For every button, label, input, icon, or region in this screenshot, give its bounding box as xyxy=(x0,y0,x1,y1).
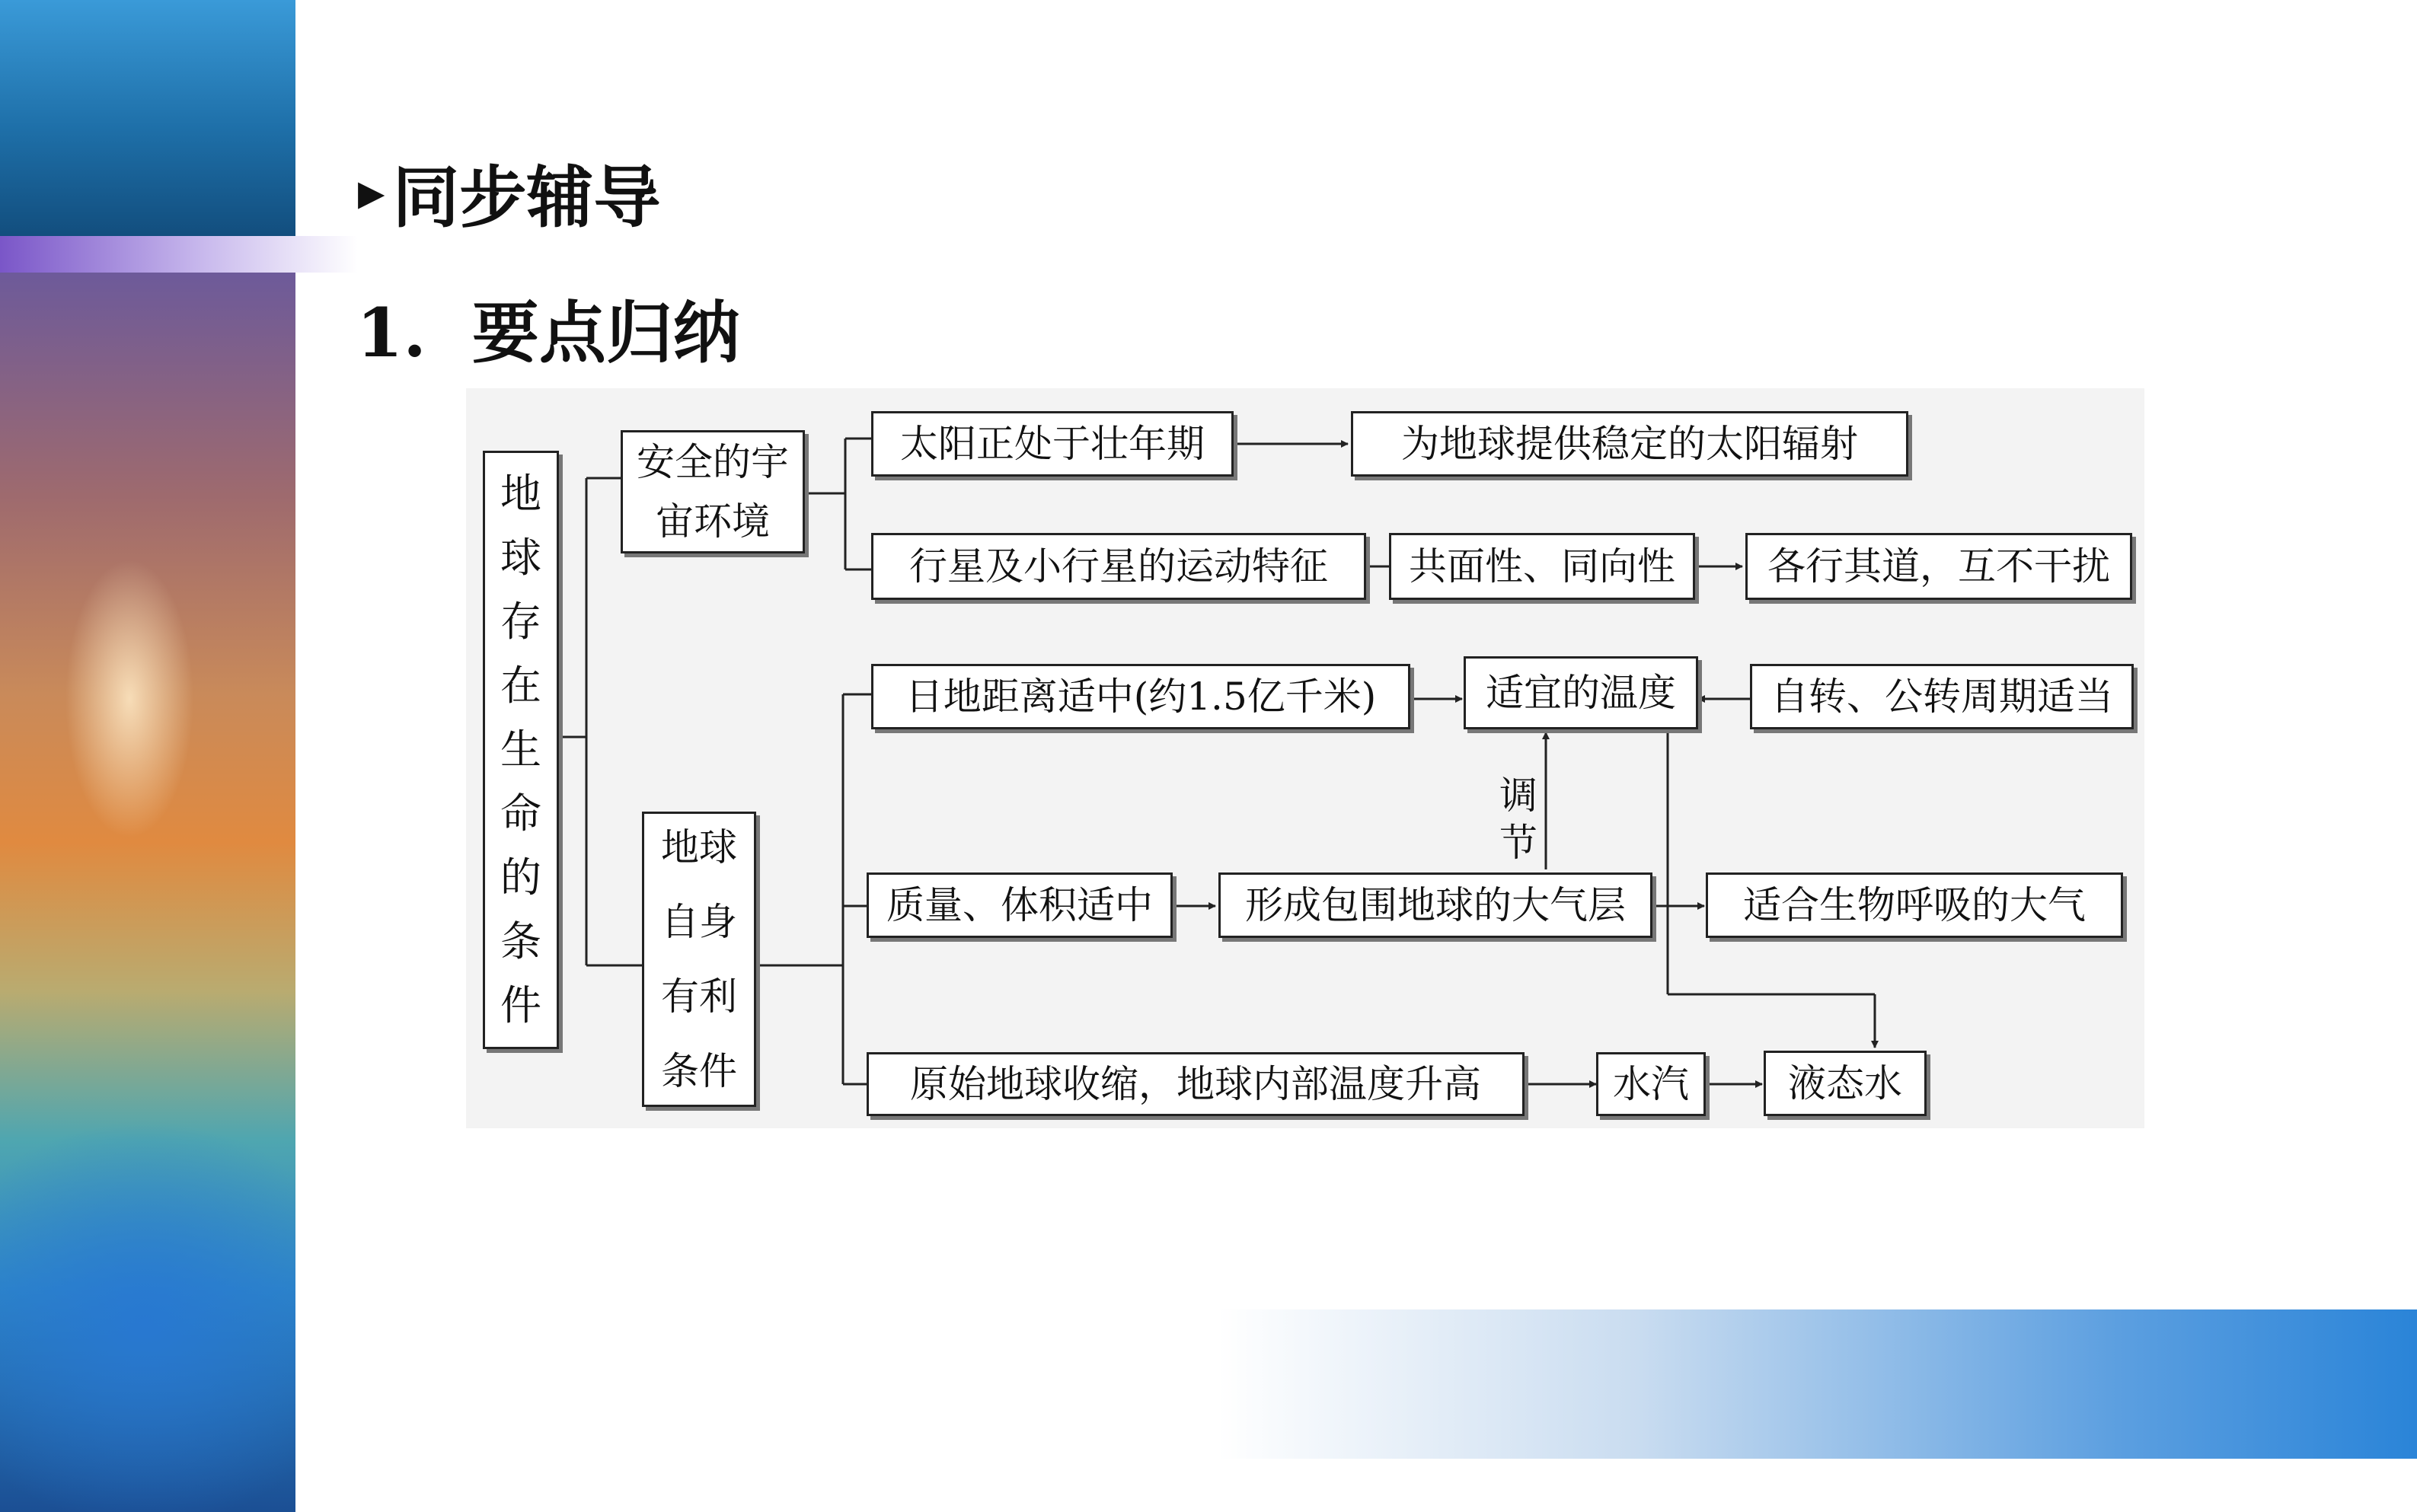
section-number: 1. xyxy=(356,293,426,372)
atmosphere-node: 形成包围地球的大气层 xyxy=(1218,872,1652,938)
root-char: 生 xyxy=(500,726,541,774)
breathable-air-node: 适合生物呼吸的大气 xyxy=(1706,872,2123,938)
section-title: 要点归纳 xyxy=(471,294,740,372)
contraction-node: 原始地球收缩，地球内部温度升高 xyxy=(867,1052,1525,1116)
planet-motion-node: 行星及小行星的运动特征 xyxy=(871,533,1366,600)
root-char: 存 xyxy=(500,598,541,646)
sun-age-node: 太阳正处于壮年期 xyxy=(871,411,1234,477)
own-orbits-node: 各行其道，互不干扰 xyxy=(1745,533,2132,600)
mass-volume-node: 质量、体积适中 xyxy=(867,872,1173,938)
safe-environment-node: 安全的宇宙环境 xyxy=(621,430,805,553)
stable-radiation-node: 为地球提供稳定的太阳辐射 xyxy=(1351,411,1908,477)
temperature-node: 适宜的温度 xyxy=(1464,656,1698,729)
coplanar-node: 共面性、同向性 xyxy=(1389,533,1695,600)
regulate-label: 调 节 xyxy=(1499,774,1537,865)
root-char: 地 xyxy=(500,470,541,518)
triangle-bullet-icon: ▶ xyxy=(358,172,385,213)
liquid-water-node: 液态水 xyxy=(1764,1051,1927,1116)
root-char: 的 xyxy=(500,853,541,901)
root-node xyxy=(483,451,559,1049)
root-char: 球 xyxy=(500,534,541,582)
self-conditions-node: 地球自身有利条件 xyxy=(642,812,756,1107)
root-char: 命 xyxy=(500,789,541,837)
root-char: 条 xyxy=(500,917,541,965)
root-char: 件 xyxy=(500,981,541,1029)
root-char: 在 xyxy=(500,662,541,710)
water-vapor-node: 水汽 xyxy=(1596,1052,1706,1116)
header-title: 同步辅导 xyxy=(392,158,661,237)
distance-node: 日地距离适中(约1.5亿千米) xyxy=(871,664,1410,729)
rotation-node: 自转、公转周期适当 xyxy=(1750,664,2134,729)
